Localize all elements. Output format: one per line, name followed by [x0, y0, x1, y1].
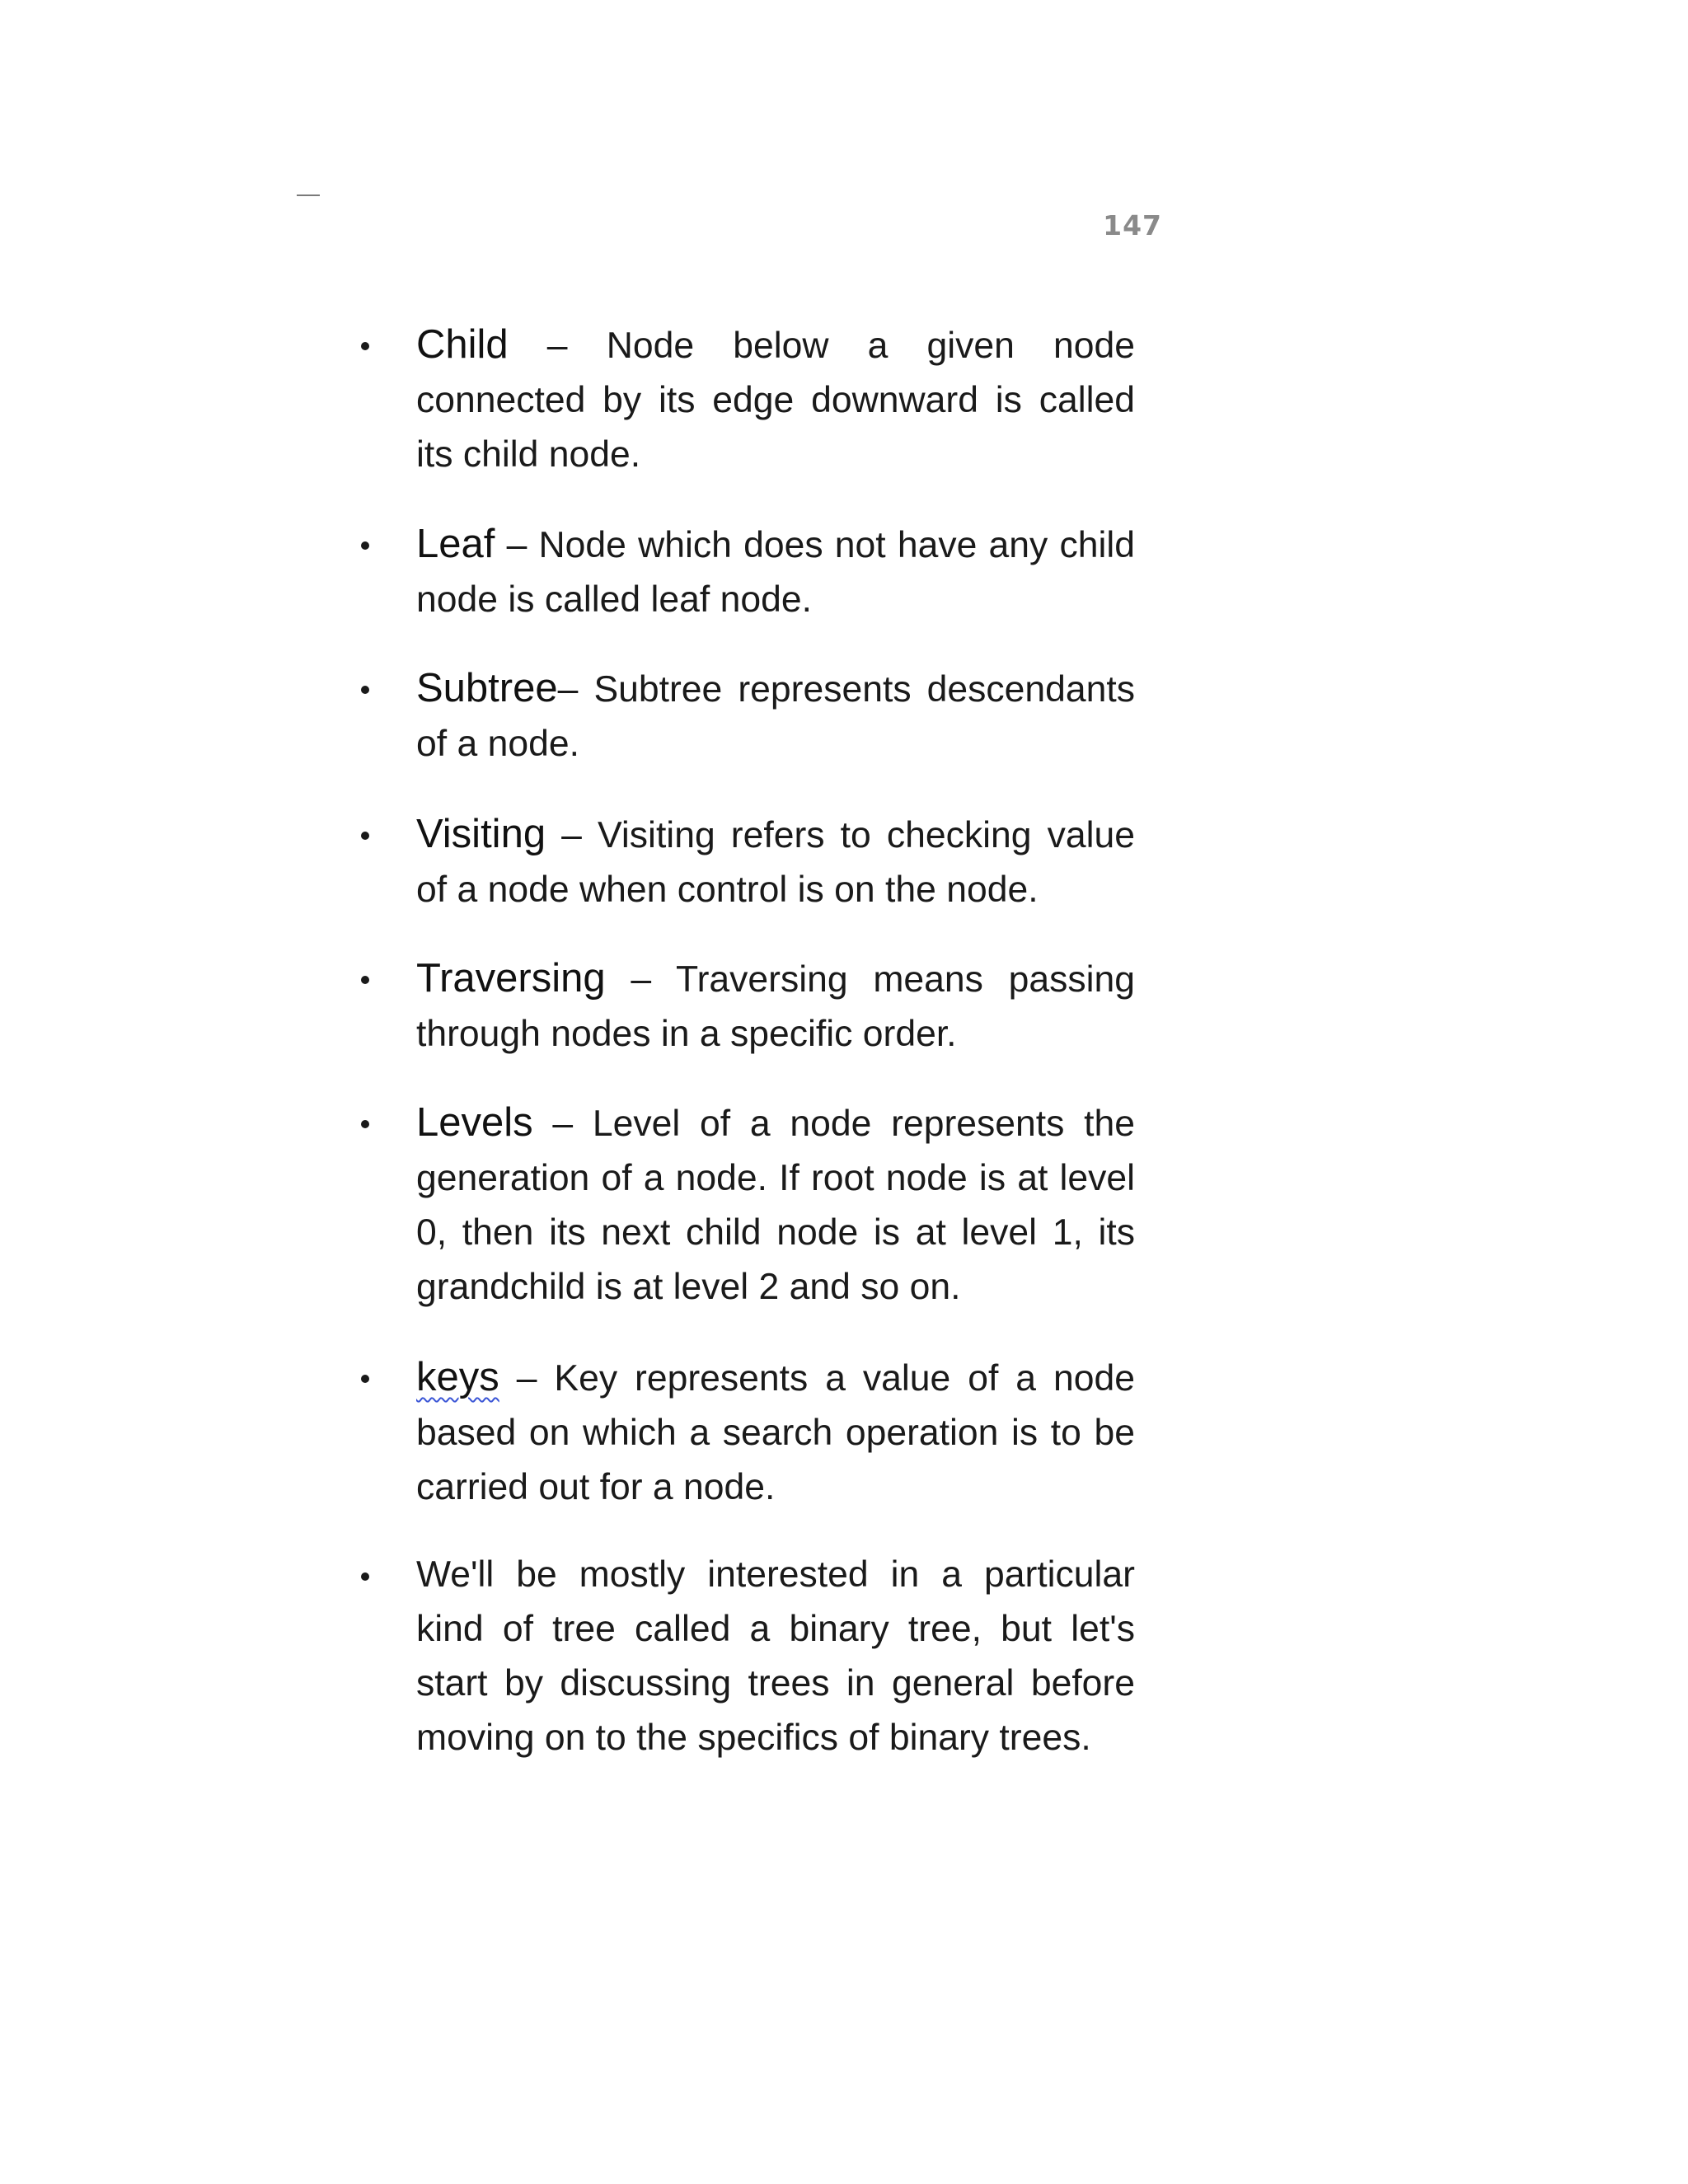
separator: –	[508, 326, 607, 366]
list-item-leaf	[416, 517, 1135, 627]
separator: –	[495, 525, 539, 565]
list-item-binary-tree-note	[416, 1548, 1135, 1765]
definition-levels: Level of a node represents the generation of a node. If root node is at level 0, then its next child node is at level 1, its grandchild is at level 2 and so on.	[416, 1104, 1135, 1307]
list-item-child	[416, 317, 1135, 482]
term-leaf: Leaf	[416, 522, 495, 566]
definition-traversing: Traversing means passing through nodes in a specific order.	[416, 959, 1135, 1054]
separator: –	[499, 1358, 555, 1399]
term-subtree: Subtree	[416, 666, 558, 710]
bullet-dot	[361, 342, 369, 350]
list-item-keys	[416, 1350, 1135, 1515]
separator: –	[546, 815, 598, 855]
bullet-dot	[361, 686, 369, 694]
definition-subtree: Subtree represents descendants of a node.	[416, 669, 1135, 764]
definition-leaf: Node which does not have any child node is called leaf node.	[416, 525, 1135, 620]
list-item-traversing	[416, 951, 1135, 1062]
definition-visiting: Visiting refers to checking value of a node when control is on the node.	[416, 815, 1135, 910]
bullet-dot	[361, 1120, 369, 1128]
list-item-visiting	[416, 807, 1135, 917]
definition-keys: Key represents a value of a node based on which a search operation is to be carried out for a node.	[416, 1358, 1135, 1507]
term-keys: keys	[416, 1355, 499, 1399]
bullet-dot	[361, 1375, 369, 1383]
bullet-dot	[361, 1572, 369, 1581]
bullet-dot	[361, 976, 369, 984]
definition-child: Node below a given node connected by its edge downward is called its child node.	[416, 326, 1135, 475]
binary-tree-note-text: We'll be mostly interested in a particular kind of tree called a binary tree, but let's start by discussing trees in general before moving on to the specifics of binary trees.	[416, 1554, 1135, 1758]
term-levels: Levels	[416, 1100, 533, 1145]
term-visiting: Visiting	[416, 812, 546, 856]
separator: –	[532, 1104, 593, 1144]
bullet-dot	[361, 541, 369, 550]
list-item-levels	[416, 1095, 1135, 1315]
list-item-subtree	[416, 661, 1135, 771]
separator: –	[605, 959, 677, 1000]
term-child: Child	[416, 322, 509, 367]
term-traversing: Traversing	[416, 956, 606, 1001]
bullet-dot	[361, 832, 369, 840]
separator: –	[557, 669, 594, 710]
page-number: 147	[1103, 209, 1162, 241]
